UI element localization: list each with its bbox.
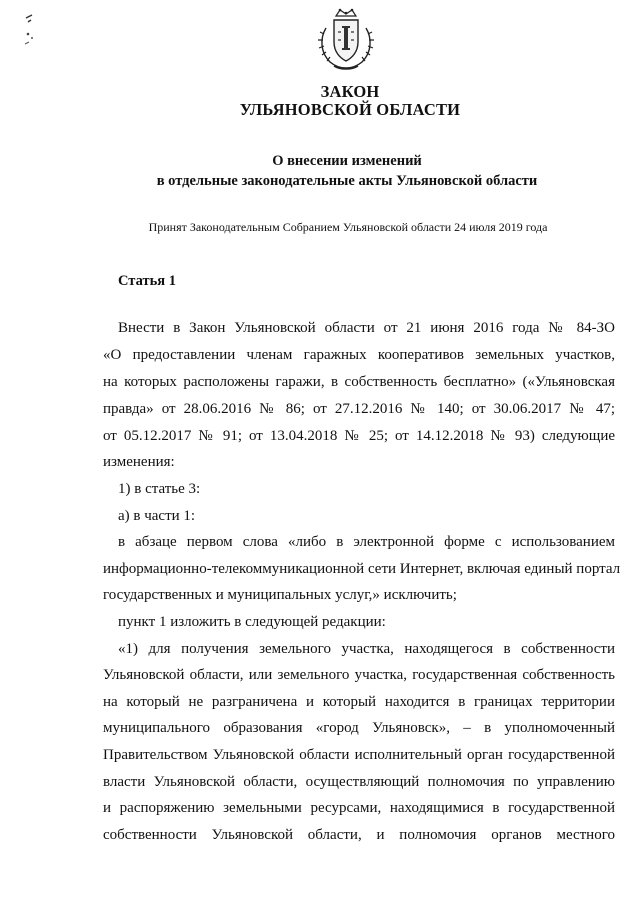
- body-line: государственных и муниципальных услуг,» исключить;: [103, 587, 457, 603]
- body-line: власти Ульяновской области, осуществляющий полномочия по управлению: [103, 774, 615, 790]
- body-line: Правительством Ульяновской области исполнительный орган государственной: [103, 747, 615, 763]
- scan-marks: [22, 12, 52, 52]
- body-line: изменения:: [103, 454, 175, 470]
- body-line: от 05.12.2017 № 91; от 13.04.2018 № 25; от 14.12.2018 № 93) следующие: [103, 428, 615, 444]
- subject-line-2: в отдельные законодательные акты Ульяновской области: [156, 173, 538, 189]
- body-line: а) в части 1:: [118, 508, 196, 524]
- law-title-line-2: УЛЬЯНОВСКОЙ ОБЛАСТИ: [239, 100, 461, 119]
- article-heading: Статья 1: [118, 273, 176, 289]
- body-line: Внести в Закон Ульяновской области от 21 июня 2016 года № 84-ЗО: [118, 320, 615, 336]
- body-line: и распоряжению земельными ресурсами, находящимися в государственной: [103, 800, 615, 816]
- body-line: правда» от 28.06.2016 № 86; от 27.12.2016 № 140; от 30.06.2017 № 47;: [103, 401, 615, 417]
- body-line: Ульяновской области, или земельного участка, государственная собственность: [103, 667, 615, 683]
- body-line: «О предоставлении членам гаражных кооперативов земельных участков,: [103, 347, 615, 363]
- body-line: муниципального образования «город Ульяновск», – в уполномоченный: [103, 720, 615, 736]
- coat-of-arms-icon: [312, 6, 380, 74]
- body-line: 1) в статье 3:: [118, 481, 201, 497]
- body-line: «1) для получения земельного участка, находящегося в собственности: [118, 641, 615, 657]
- body-line: в абзаце первом слова «либо в электронной форме с использованием: [118, 534, 615, 550]
- law-title-line-1: ЗАКОН: [320, 82, 380, 101]
- subject-line-1: О внесении изменений: [272, 153, 422, 169]
- body-line: пункт 1 изложить в следующей редакции:: [118, 614, 386, 630]
- body-line: на которых расположены гаражи, в собственность бесплатно» («Ульяновская: [103, 374, 615, 390]
- adoption-note: Принят Законодательным Собранием Ульяновской области 24 июля 2019 года: [148, 220, 548, 234]
- body-line: информационно-телекоммуникационной сети Интернет, включая единый портал: [103, 561, 621, 577]
- body-line: на который не разграничена и который находится в границах территории: [103, 694, 615, 710]
- body-line: собственности Ульяновской области, и полномочия органов местного: [103, 827, 615, 843]
